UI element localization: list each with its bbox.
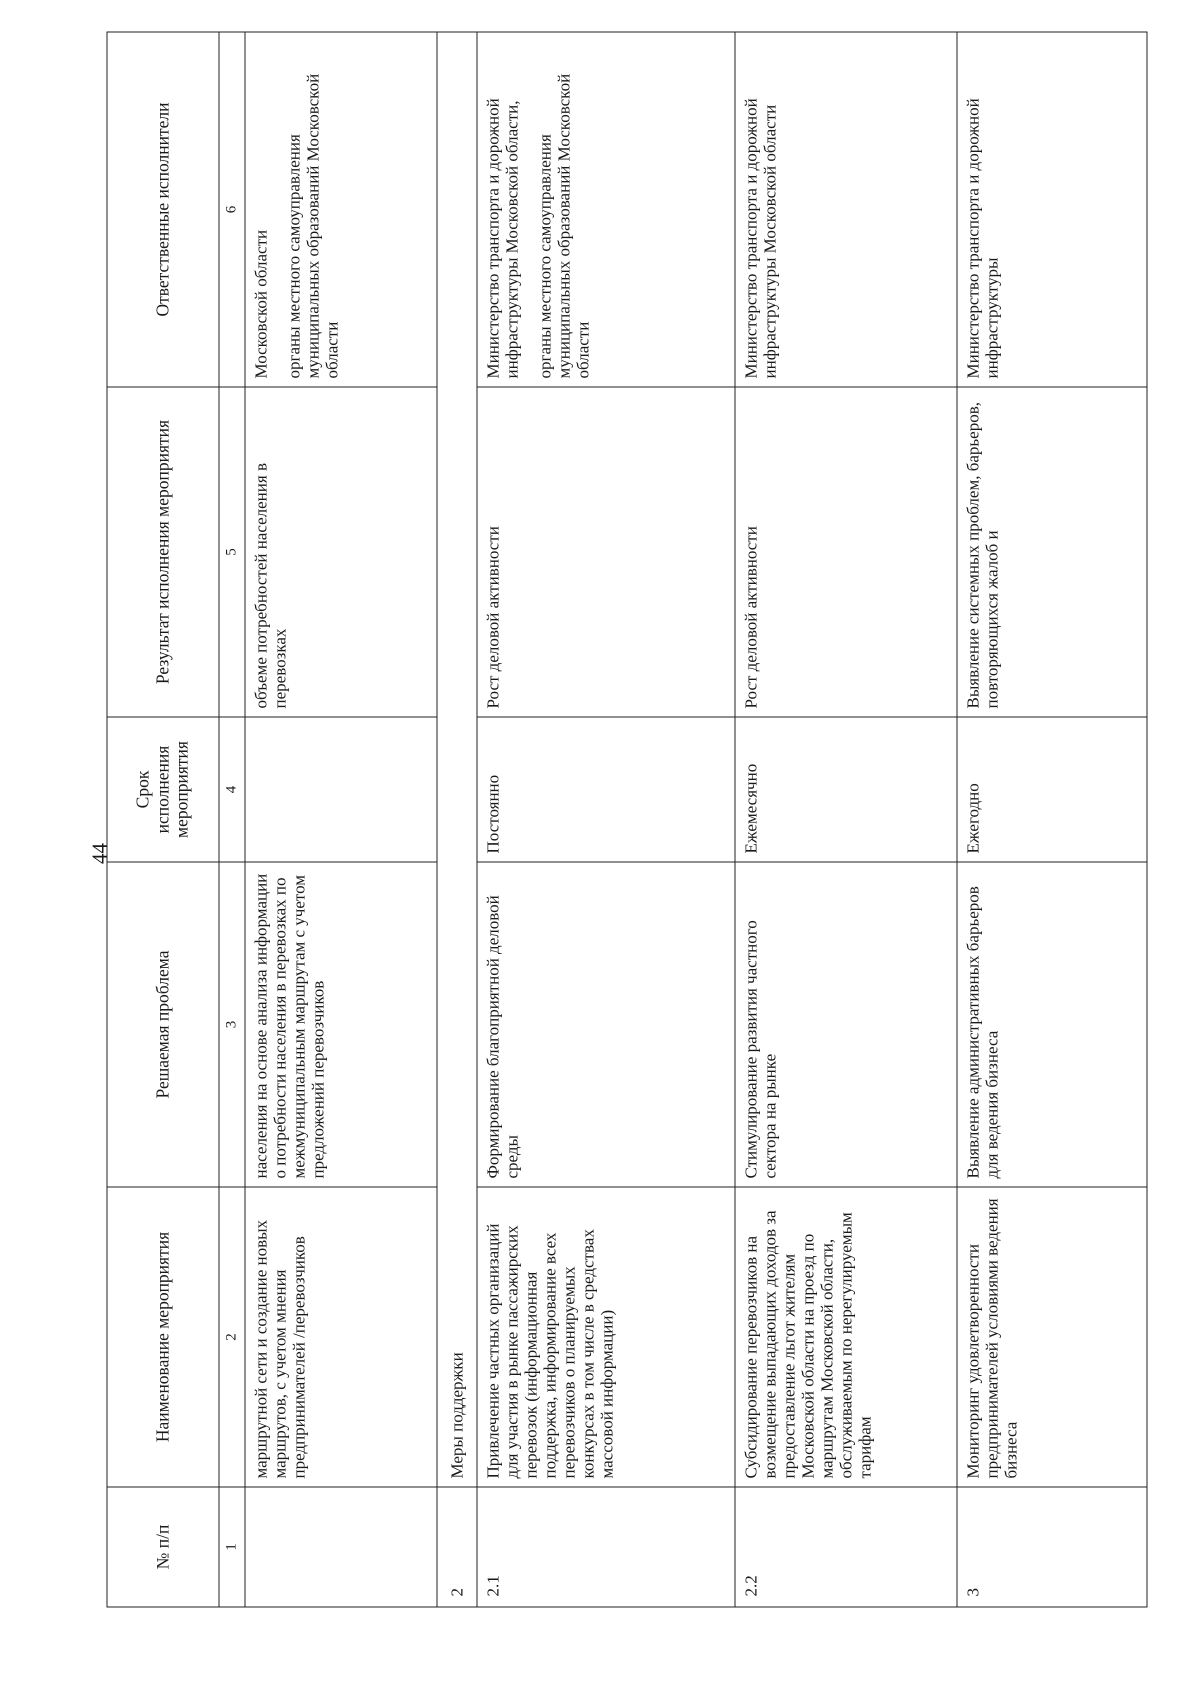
column-number-2: 2 (219, 1187, 245, 1487)
table-row-2-1 (477, 32, 735, 1607)
header-number: № п/п (107, 1487, 219, 1607)
table-row-3 (957, 32, 1147, 1607)
cell-number: 3 (957, 1487, 1147, 1607)
cell-result: Выявление системных проблем, барьеров, повторяющихся жалоб и (957, 387, 1147, 717)
header-executors: Ответственные исполнители (107, 32, 219, 387)
cell-result: Рост деловой активности (477, 387, 735, 717)
cell-problem: Выявление административных барьеров для ведения бизнеса (957, 862, 1147, 1187)
cell-result: Рост деловой активности (735, 387, 957, 717)
measures-table (107, 32, 1148, 1608)
table-row-section-2 (437, 32, 477, 1607)
header-measure-name: Наименование мероприятия (107, 1187, 219, 1487)
table-row-continued (245, 32, 437, 1607)
cell-problem: населения на основе анализа информации о потребности населения в перевозках по межмуниципальным маршрутам с учетом предложений перевозчиков (245, 862, 437, 1187)
cell-number (245, 1487, 437, 1607)
executor-1: Московской области (251, 229, 271, 379)
table-row-2-2 (735, 32, 957, 1607)
cell-term: Ежегодно (957, 717, 1147, 862)
cell-measure-name: Мониторинг удовлетворенности предпринимателей условиями ведения бизнеса (957, 1187, 1147, 1487)
cell-executors: Министерство транспорта и дорожной инфраструктуры Московской области (735, 32, 957, 387)
rotated-table-wrapper (107, 33, 1147, 1608)
cell-number: 2 (437, 1487, 477, 1607)
executor-2: органы местного самоуправления муниципальных образований Московской области (284, 73, 342, 379)
header-problem: Решаемая проблема (107, 862, 219, 1187)
cell-number: 2.2 (735, 1487, 957, 1607)
cell-term (245, 717, 437, 862)
cell-term: Ежемесячно (735, 717, 957, 862)
cell-executors: Министерство транспорта и дорожной инфраструктуры (957, 32, 1147, 387)
header-term: Срок исполнения мероприятия (107, 717, 219, 862)
cell-term: Постоянно (477, 717, 735, 862)
executor-2: органы местного самоуправления муниципальных образований Московской области (535, 73, 593, 379)
column-number-1: 1 (219, 1487, 245, 1607)
cell-measure-name: Привлечение частных организаций для участия в рынке пассажирских перевозок (информационная поддержка, информирование всех перевозчиков о планируемых конкурсах в том числе в средствах массовой информации) (477, 1187, 735, 1487)
column-number-6: 6 (219, 32, 245, 387)
column-number-4: 4 (219, 717, 245, 862)
page-number: 44 (87, 843, 112, 864)
header-row (107, 32, 219, 1607)
column-number-5: 5 (219, 387, 245, 717)
column-number-row (219, 32, 245, 1607)
cell-problem: Стимулирование развития частного сектора на рынке (735, 862, 957, 1187)
cell-executors (245, 32, 437, 387)
cell-result: объеме потребностей населения в перевозках (245, 387, 437, 717)
column-number-3: 3 (219, 862, 245, 1187)
cell-measure-name: маршрутной сети и создание новых маршрутов, с учетом мнения предпринимателей /перевозчиков (245, 1187, 437, 1487)
section-title: Меры поддержки (437, 32, 477, 1487)
cell-number: 2.1 (477, 1487, 735, 1607)
cell-measure-name: Субсидирование перевозчиков на возмещение выпадающих доходов за предоставление льгот жителям Московской области на проезд по маршрутам Московской области, обслуживаемым по нерегулируемым тарифам (735, 1187, 957, 1487)
header-result: Результат исполнения мероприятия (107, 387, 219, 717)
cell-executors (477, 32, 735, 387)
executor-1: Министерство транспорта и дорожной инфраструктуры Московской области, (483, 98, 522, 379)
cell-problem: Формирование благоприятной деловой среды (477, 862, 735, 1187)
